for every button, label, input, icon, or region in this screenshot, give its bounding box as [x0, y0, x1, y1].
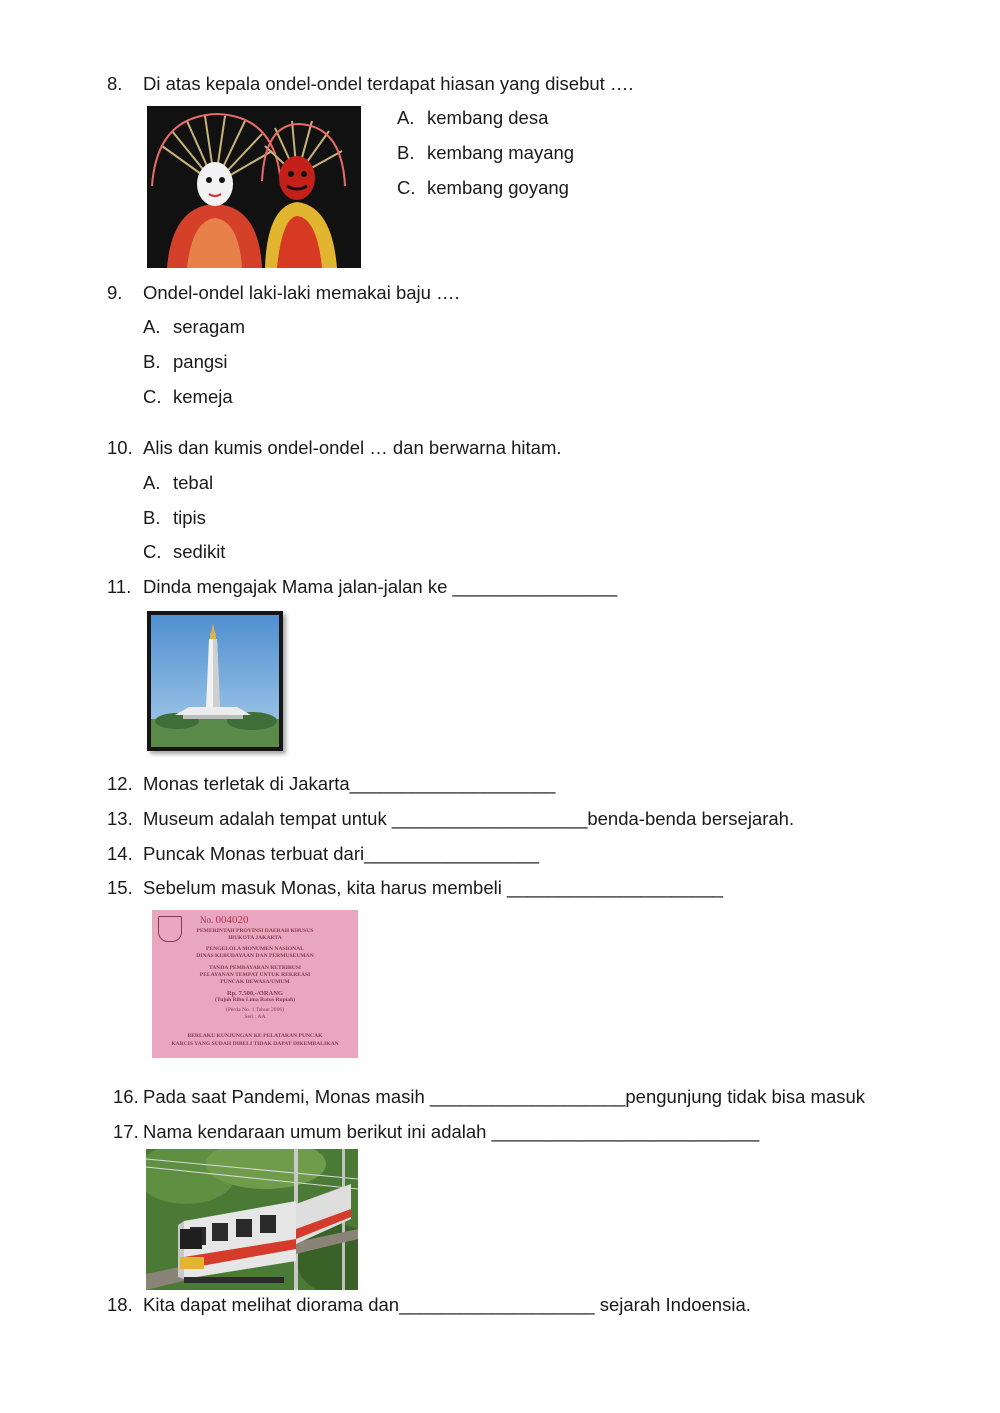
ticket-number-label: No. [200, 915, 214, 925]
question-14-text: Puncak Monas terbuat dari_________________ [143, 843, 540, 864]
ticket-line: IBUKOTA JAKARTA [228, 935, 282, 942]
ticket-line: BERLAKU KUNJUNGAN KE PELATARAN PUNCAK [187, 1033, 323, 1040]
option-letter: B. [143, 351, 161, 372]
question-14-number: 14. [107, 843, 133, 864]
ticket-line: Rp. 7.500,-/ORANG [227, 989, 283, 997]
question-18-number: 18. [107, 1294, 133, 1315]
question-16-number: 16. [113, 1086, 139, 1107]
ticket-line: PELAYANAN TEMPAT UNTUK REKREASI [199, 972, 311, 979]
question-17-text: Nama kendaraan umum berikut ini adalah __________________________ [143, 1121, 760, 1142]
ticket-line: PUNCAK DEWASA/UMUM [220, 979, 290, 986]
ticket-line: (Perda No. 1 Tahun 2006) [225, 1006, 285, 1013]
option-text: tipis [173, 507, 206, 528]
question-17-number: 17. [113, 1121, 139, 1142]
ticket-number-row [200, 914, 249, 926]
option-text: kemeja [173, 386, 233, 407]
option-letter: C. [143, 541, 162, 562]
option-text: tebal [173, 472, 214, 493]
question-8-option-b[interactable] [397, 142, 574, 164]
ticket-image [152, 910, 358, 1058]
question-15-number: 15. [107, 877, 133, 898]
question-10-option-b[interactable] [143, 507, 206, 529]
question-11-number: 11. [107, 576, 132, 597]
question-13-text: Museum adalah tempat untuk ___________________benda-benda bersejarah. [143, 808, 795, 829]
option-text: kembang goyang [427, 177, 569, 198]
question-16-text: Pada saat Pandemi, Monas masih ___________________pengunjung tidak bisa masuk [143, 1086, 866, 1107]
option-letter: A. [143, 316, 161, 337]
ticket-line: PEMERINTAH PROVINSI DAERAH KHUSUS [196, 928, 314, 934]
question-10-number: 10. [107, 437, 133, 458]
question-10-option-a[interactable] [143, 472, 213, 494]
question-11-text: Dinda mengajak Mama jalan-jalan ke ________________ [143, 576, 618, 597]
question-8-text: Di atas kepala ondel-ondel terdapat hiasan yang disebut …. [143, 73, 634, 94]
ticket-line: PENGELOLA MONUMEN NASIONAL [206, 945, 304, 952]
ticket-line: Seri : AA [244, 1014, 266, 1021]
option-letter: B. [397, 142, 415, 163]
question-13-number: 13. [107, 808, 133, 829]
ticket-line: DINAS KEBUDAYAAN DAN PERMUSEUMAN [196, 953, 314, 960]
ticket-line: TANDA PEMBAYARAN RETRIBUSI [208, 964, 302, 971]
question-8-option-a[interactable] [397, 107, 548, 129]
ticket-line: (Tujuh Ribu Lima Ratus Rupiah) [215, 997, 295, 1004]
ondel-ondel-image [147, 106, 361, 268]
question-9-option-c[interactable] [143, 386, 233, 408]
option-text: kembang desa [427, 107, 549, 128]
monas-image [147, 611, 283, 751]
option-text: kembang mayang [427, 142, 575, 163]
question-12-text: Monas terletak di Jakarta____________________ [143, 773, 556, 794]
train-image [146, 1149, 358, 1290]
question-9-number: 9. [107, 282, 123, 303]
question-10-option-c[interactable] [143, 541, 225, 563]
question-9-option-b[interactable] [143, 351, 228, 373]
question-10-text: Alis dan kumis ondel-ondel … dan berwarna hitam. [143, 437, 562, 458]
ticket-text [152, 928, 358, 1048]
option-text: sedikit [173, 541, 226, 562]
option-text: pangsi [173, 351, 228, 372]
question-8-number: 8. [107, 73, 123, 94]
question-18-text: Kita dapat melihat diorama dan___________________ sejarah Indoensia. [143, 1294, 751, 1315]
option-letter: A. [143, 472, 161, 493]
option-letter: A. [397, 107, 415, 128]
question-15-text: Sebelum masuk Monas, kita harus membeli _____________________ [143, 877, 724, 898]
question-9-option-a[interactable] [143, 316, 245, 338]
option-letter: B. [143, 507, 161, 528]
ticket-line: KARCIS YANG SUDAH DIBELI TIDAK DAPAT DIKEMBALIKAN [171, 1040, 339, 1047]
question-9-text: Ondel-ondel laki-laki memakai baju …. [143, 282, 460, 303]
question-12-number: 12. [107, 773, 133, 794]
question-8-option-c[interactable] [397, 177, 569, 199]
option-letter: C. [397, 177, 416, 198]
ticket-number: 004020 [215, 914, 249, 926]
option-letter: C. [143, 386, 162, 407]
option-text: seragam [173, 316, 245, 337]
